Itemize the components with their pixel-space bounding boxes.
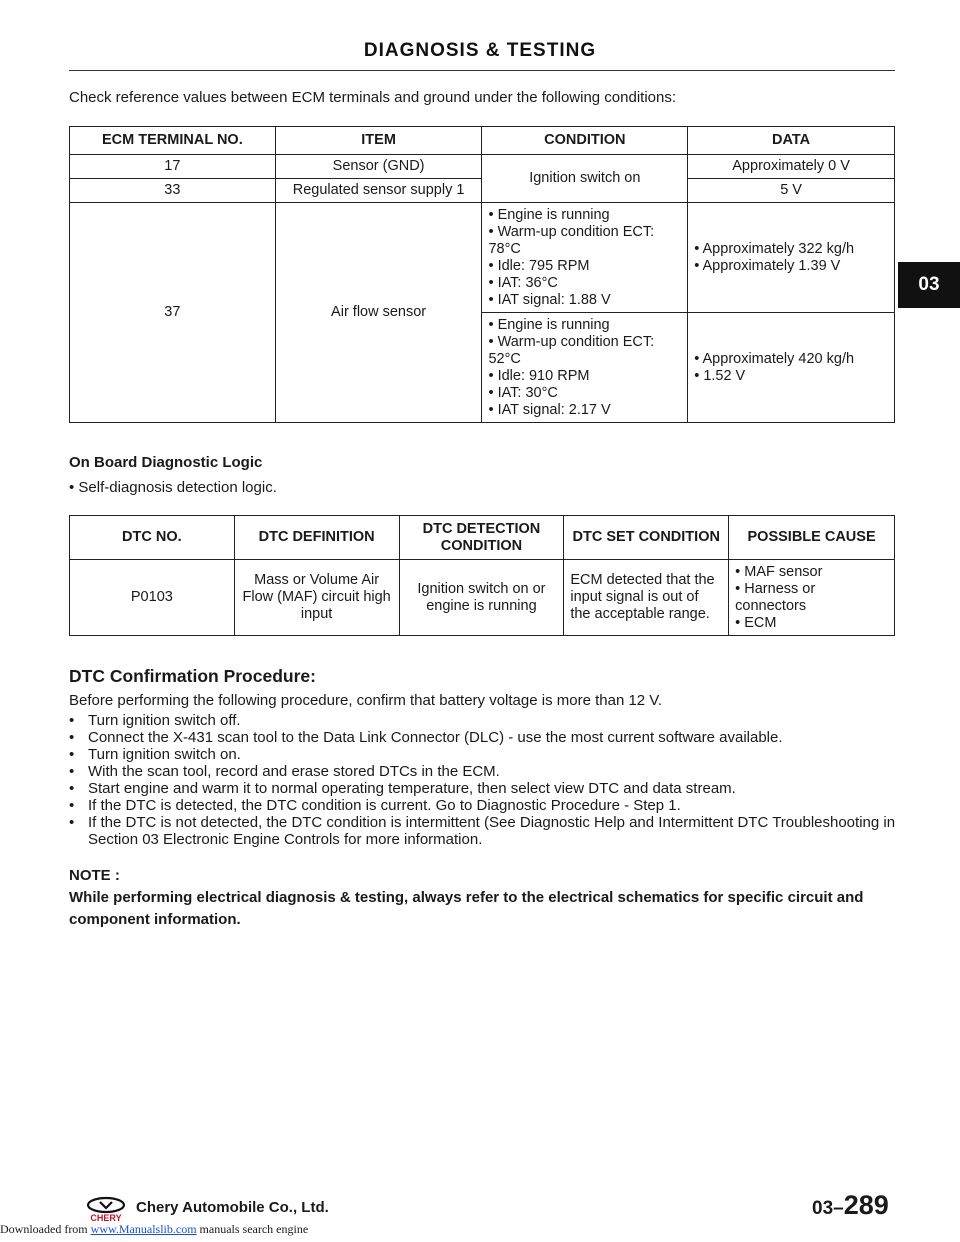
cause-item: • Harness or connectors xyxy=(735,581,888,615)
list-item: • With the scan tool, record and erase stored DTCs in the ECM. xyxy=(69,763,899,780)
col-header-dtc-definition: DTC DEFINITION xyxy=(234,516,399,560)
item-cell: Regulated sensor supply 1 xyxy=(275,179,482,203)
condition-list xyxy=(482,203,688,313)
manualslib-link[interactable]: www.Manualslib.com xyxy=(90,1222,197,1236)
dtc-no-cell: P0103 xyxy=(70,560,235,636)
note-block xyxy=(69,865,899,931)
data-item: • Approximately 420 kg/h xyxy=(694,351,888,368)
intro-text: Check reference values between ECM terminals and ground under the following conditions: xyxy=(69,89,677,106)
note-text: While performing electrical diagnosis & testing, always refer to the electrical schematics for specific circuit and component information. xyxy=(69,889,864,928)
item-cell: Sensor (GND) xyxy=(275,155,482,179)
data-item: • 1.52 V xyxy=(694,368,888,385)
chery-logo-icon xyxy=(86,1196,126,1222)
logo-text: CHERY xyxy=(90,1213,122,1222)
condition-item: • IAT: 36°C xyxy=(488,275,681,292)
download-footer xyxy=(0,1222,308,1237)
procedure-title: DTC Confirmation Procedure: xyxy=(69,666,316,686)
cause-item: • MAF sensor xyxy=(735,564,888,581)
obd-bullet: • Self-diagnosis detection logic. xyxy=(69,479,277,496)
section-tab[interactable]: 03 xyxy=(898,262,960,308)
data-cell: 5 V xyxy=(688,179,895,203)
cause-item: • ECM xyxy=(735,615,888,632)
condition-item: • IAT signal: 2.17 V xyxy=(488,402,681,419)
condition-item: • Engine is running xyxy=(488,317,681,334)
col-header-terminal: ECM TERMINAL NO. xyxy=(70,127,276,155)
table-row xyxy=(70,560,895,636)
table-row xyxy=(70,155,895,179)
condition-item: • Idle: 795 RPM xyxy=(488,258,681,275)
condition-cell: Ignition switch on xyxy=(482,155,688,203)
list-item: • If the DTC is detected, the DTC condition is current. Go to Diagnostic Procedure - Step 1. xyxy=(69,797,899,814)
condition-item: • Warm-up condition ECT: 52°C xyxy=(488,334,681,368)
col-header-dtc-no: DTC NO. xyxy=(70,516,235,560)
col-header-condition: CONDITION xyxy=(482,127,688,155)
data-list xyxy=(688,313,895,423)
company-name: Chery Automobile Co., Ltd. xyxy=(136,1199,329,1216)
col-header-item: ITEM xyxy=(275,127,482,155)
condition-item: • IAT: 30°C xyxy=(488,385,681,402)
dtc-definition-cell: Mass or Volume Air Flow (MAF) circuit high input xyxy=(234,560,399,636)
obd-section-title: On Board Diagnostic Logic xyxy=(69,454,263,471)
condition-item: • Engine is running xyxy=(488,207,681,224)
table-header-row xyxy=(70,127,895,155)
page-number xyxy=(812,1190,889,1221)
data-item: • Approximately 322 kg/h xyxy=(694,241,888,258)
condition-item: • Idle: 910 RPM xyxy=(488,368,681,385)
procedure-steps xyxy=(69,712,899,848)
list-item: • If the DTC is not detected, the DTC condition is intermittent (See Diagnostic Help and Intermittent DTC Troubleshooting in Section 03 Electronic Engine Controls for more information. xyxy=(69,814,899,848)
note-label: NOTE : xyxy=(69,867,120,884)
table-header-row xyxy=(70,516,895,560)
dtc-table xyxy=(69,515,895,636)
download-prefix: Downloaded from xyxy=(0,1222,88,1236)
col-header-possible-cause: POSSIBLE CAUSE xyxy=(729,516,895,560)
ecm-reference-table xyxy=(69,126,895,423)
page-prefix: 03– xyxy=(812,1198,844,1219)
terminal-cell: 33 xyxy=(70,179,276,203)
terminal-cell: 37 xyxy=(70,203,276,423)
terminal-cell: 17 xyxy=(70,155,276,179)
data-cell: Approximately 0 V xyxy=(688,155,895,179)
header-rule xyxy=(69,70,895,71)
col-header-set-condition: DTC SET CONDITION xyxy=(564,516,729,560)
data-item: • Approximately 1.39 V xyxy=(694,258,888,275)
item-cell: Air flow sensor xyxy=(275,203,482,423)
list-item: • Turn ignition switch on. xyxy=(69,746,899,763)
detection-condition-cell: Ignition switch on or engine is running xyxy=(399,560,564,636)
procedure-intro: Before performing the following procedure, confirm that battery voltage is more than 12 V. xyxy=(69,692,663,709)
table-row xyxy=(70,203,895,313)
list-item: • Connect the X-431 scan tool to the Data Link Connector (DLC) - use the most current software available. xyxy=(69,729,899,746)
list-item: • Turn ignition switch off. xyxy=(69,712,899,729)
page-header-title: DIAGNOSIS & TESTING xyxy=(363,40,597,61)
set-condition-cell: ECM detected that the input signal is out of the acceptable range. xyxy=(564,560,729,636)
condition-list xyxy=(482,313,688,423)
download-suffix: manuals search engine xyxy=(199,1222,309,1236)
list-item: • Start engine and warm it to normal operating temperature, then select view DTC and data stream. xyxy=(69,780,899,797)
condition-item: • IAT signal: 1.88 V xyxy=(488,292,681,309)
data-list xyxy=(688,203,895,313)
possible-cause-list xyxy=(729,560,895,636)
page-number-value: 289 xyxy=(843,1190,889,1220)
condition-item: • Warm-up condition ECT: 78°C xyxy=(488,224,681,258)
col-header-data: DATA xyxy=(688,127,895,155)
col-header-detection-condition: DTC DETECTION CONDITION xyxy=(399,516,564,560)
